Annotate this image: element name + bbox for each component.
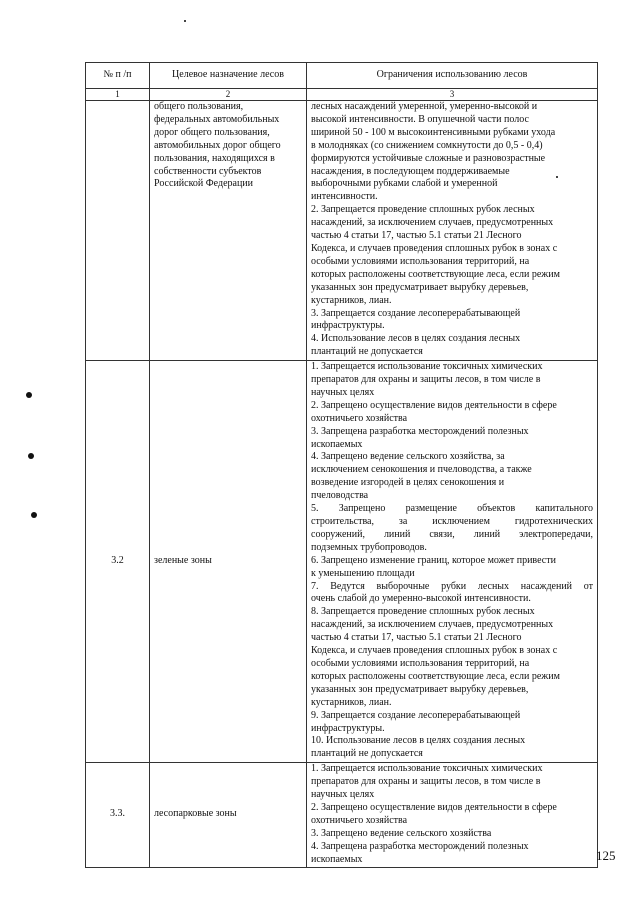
table-header-row	[86, 63, 598, 89]
restriction-line: сооружений, линий связи, линий электропередачи,	[311, 528, 593, 540]
restriction-line: инфраструктуры.	[311, 320, 385, 332]
binder-hole-mark	[26, 392, 32, 398]
restriction-line: шириной 50 - 100 м высокоинтенсивными рубками ухода	[311, 126, 556, 138]
page-number: 125	[596, 848, 616, 863]
restriction-line: 2. Запрещается проведение сплошных рубок лесных	[311, 204, 535, 216]
restriction-line: в молодняках (со снижением сомкнутости до 0,5 - 0,4)	[311, 139, 543, 151]
restriction-line: 4. Запрещена разработка месторождений полезных	[311, 840, 529, 852]
restriction-line: ископаемых	[311, 438, 363, 450]
restriction-line: 4. Использование лесов в целях создания лесных	[311, 333, 521, 345]
binder-hole-mark	[31, 512, 37, 518]
purpose-line: Российской Федерации	[154, 178, 254, 190]
restriction-line: указанных зон предусматривает вырубку деревьев,	[311, 683, 529, 695]
purpose-line: лесопарковые зоны	[154, 808, 237, 820]
purpose-cell	[150, 763, 307, 868]
purpose-line: общего пользования,	[154, 101, 244, 112]
restriction-line: к уменьшению площади	[311, 567, 415, 579]
restriction-line: подземных трубопроводов.	[311, 541, 427, 553]
restriction-line: научных целях	[311, 386, 375, 398]
forest-restrictions-table	[85, 62, 598, 868]
restriction-line: охотничьего хозяйства	[311, 814, 408, 826]
binder-hole-mark	[28, 453, 34, 459]
restriction-line: 9. Запрещается создание лесоперерабатывающей	[311, 709, 521, 721]
column-number: 3	[307, 89, 598, 101]
restriction-line: частью 4 статьи 17, частью 5.1 статьи 21 Лесного	[311, 230, 522, 242]
restriction-line: 2. Запрещено осуществление видов деятельности в сфере	[311, 399, 557, 411]
restriction-line: интенсивности.	[311, 191, 378, 203]
header-restrictions: Ограничения использованию лесов	[307, 63, 598, 89]
table-row	[86, 101, 598, 361]
restriction-line: кустарников, лиан.	[311, 696, 392, 708]
column-number: 2	[150, 89, 307, 101]
column-number-row	[86, 89, 598, 101]
restriction-line: плантаций не допускается	[311, 346, 423, 358]
purpose-line: федеральных автомобильных	[154, 113, 280, 125]
restriction-line: Кодекса, и случаев проведения сплошных рубок в зонах с	[311, 645, 558, 657]
restriction-line: строительства, за исключением гидротехнических	[311, 516, 593, 527]
restriction-line: 1. Запрещается использование токсичных химических	[311, 361, 543, 373]
restriction-line: 3. Запрещено ведение сельского хозяйства	[311, 827, 492, 839]
restriction-line: насаждений, за исключением случаев, предусмотренных	[311, 217, 554, 229]
row-number-cell: 3.2	[86, 361, 150, 763]
restriction-line: насаждений, за исключением случаев, предусмотренных	[311, 619, 554, 631]
restriction-line: препаратов для охраны и защиты лесов, в том числе в	[311, 374, 541, 386]
restrictions-cell	[307, 763, 598, 868]
table-row	[86, 361, 598, 763]
restriction-line: 1. Запрещается использование токсичных химических	[311, 763, 543, 775]
restriction-line: очень слабой до умеренно-высокой интенсивности.	[311, 593, 531, 605]
restriction-line: исключением сенокошения и пчеловодства, а также	[311, 464, 532, 476]
header-purpose: Целевое назначение лесов	[150, 63, 307, 89]
purpose-cell	[150, 361, 307, 763]
restriction-line: пчеловодства	[311, 490, 369, 502]
restriction-line: 3. Запрещена разработка месторождений полезных	[311, 425, 529, 437]
header-number: № п /п	[86, 63, 150, 89]
purpose-line: дорог общего пользования,	[154, 126, 270, 138]
restriction-line: которых расположены соответствующие леса, если режим	[311, 670, 560, 682]
restriction-line: охотничьего хозяйства	[311, 412, 408, 424]
restriction-line: указанных зон предусматривает вырубку деревьев,	[311, 281, 529, 293]
restrictions-cell	[307, 101, 598, 361]
restriction-line: 5. Запрещено размещение объектов капитального	[311, 503, 593, 515]
restriction-line: 3. Запрещается создание лесоперерабатывающей	[311, 307, 521, 319]
restriction-line: 6. Запрещено изменение границ, которое может привести	[311, 554, 556, 566]
purpose-cell	[150, 101, 307, 361]
restriction-line: 4. Запрещено ведение сельского хозяйства, за	[311, 451, 505, 463]
purpose-line: собственности субъектов	[154, 165, 262, 177]
row-number-cell	[86, 101, 150, 361]
restriction-line: инфраструктуры.	[311, 722, 385, 734]
restriction-line: возведение изгородей в целях сенокошения и	[311, 477, 505, 489]
restriction-line: 2. Запрещено осуществление видов деятельности в сфере	[311, 801, 557, 813]
restriction-line: 8. Запрещается проведение сплошных рубок лесных	[311, 606, 535, 618]
restriction-line: частью 4 статьи 17, частью 5.1 статьи 21 Лесного	[311, 632, 522, 644]
restriction-line: насаждения, в последующем поддерживаемые	[311, 165, 510, 177]
restriction-line: которых расположены соответствующие леса, если режим	[311, 268, 560, 280]
restriction-line: препаратов для охраны и защиты лесов, в том числе в	[311, 776, 541, 788]
restriction-line: кустарников, лиан.	[311, 294, 392, 306]
restriction-line: 10. Использование лесов в целях создания лесных	[311, 735, 526, 747]
table-row	[86, 763, 598, 868]
restriction-line: Кодекса, и случаев проведения сплошных рубок в зонах с	[311, 242, 558, 254]
purpose-line: зеленые зоны	[154, 554, 212, 566]
scan-speck	[184, 20, 186, 22]
purpose-line: автомобильных дорог общего	[154, 139, 281, 151]
restriction-line: плантаций не допускается	[311, 748, 423, 760]
restriction-line: высокой интенсивности. В опушечной части полос	[311, 113, 529, 125]
restriction-line: особыми условиями использования территорий, на	[311, 255, 530, 267]
restriction-line: ископаемых	[311, 853, 363, 865]
purpose-line: пользования, находящихся в	[154, 152, 275, 164]
column-number: 1	[86, 89, 150, 101]
restriction-line: лесных насаждений умеренной, умеренно-высокой и	[311, 101, 538, 112]
restriction-line: 7. Ведутся выборочные рубки лесных насаждений от	[311, 580, 593, 592]
restriction-line: формируются устойчивые сложные и разновозрастные	[311, 152, 546, 164]
restrictions-cell	[307, 361, 598, 763]
restriction-line: выборочными рубками слабой и умеренной	[311, 178, 498, 190]
restriction-line: научных целях	[311, 789, 375, 801]
restriction-line: особыми условиями использования территорий, на	[311, 657, 530, 669]
row-number-cell: 3.3.	[86, 763, 150, 868]
